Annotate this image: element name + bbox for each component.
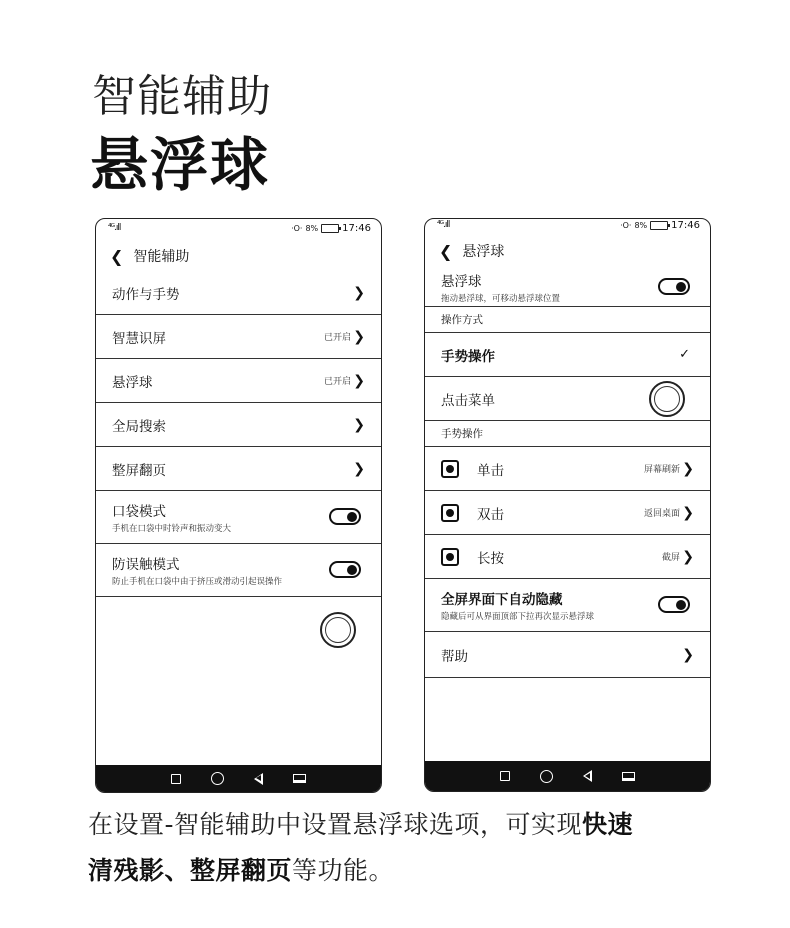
battery-icon (321, 224, 339, 233)
caption-highlight: 快速 (582, 810, 634, 839)
toggle-row-fullscreen-hide (425, 579, 710, 632)
gesture-label: 长按 (477, 550, 504, 567)
home-icon[interactable] (540, 770, 553, 783)
battery-icon (650, 221, 668, 230)
status-value: 已开启 (323, 333, 351, 343)
caption-text: 在设置-智能辅助中设置悬浮球选项，可实现 (88, 810, 583, 839)
list-item-motions[interactable] (96, 271, 381, 315)
phone-right-screen (424, 218, 711, 792)
chevron-right-icon: ❯ (682, 548, 694, 565)
radio-icon (441, 460, 459, 478)
fullscreen-hide-toggle[interactable] (658, 596, 690, 613)
section-header-gesture (425, 421, 710, 447)
status-value: 已开启 (323, 377, 351, 387)
keyboard-icon[interactable] (293, 774, 306, 783)
recent-apps-icon[interactable] (500, 771, 510, 781)
signal-icon: ⁴ᴳ.ıll (437, 220, 450, 230)
back-icon[interactable] (583, 770, 592, 782)
chevron-right-icon: ❯ (682, 504, 694, 521)
caption-line-2 (88, 848, 728, 894)
recent-apps-icon[interactable] (171, 774, 181, 784)
floating-ball-icon[interactable] (649, 381, 685, 417)
title-bar (96, 241, 381, 271)
list-item-floating-ball[interactable] (96, 359, 381, 403)
chevron-right-icon: ❯ (353, 284, 365, 301)
chevron-right-icon: ❯ (353, 328, 365, 345)
toggle-label: 全屏界面下自动隐藏 (441, 592, 563, 608)
option-label: 手势操作 (441, 348, 495, 365)
caption-highlight: 清残影、整屏翻页 (88, 856, 293, 885)
toggle-row-accidental-touch (96, 544, 381, 597)
signal-icon: ⁴ᴳ.ıll (108, 223, 121, 233)
toggle-label: 防误触模式 (112, 557, 180, 573)
title-bar (425, 235, 710, 267)
status-bar (96, 219, 381, 241)
gesture-value: 截屏 (661, 553, 680, 563)
floating-ball-icon[interactable] (320, 612, 356, 648)
option-gesture-operation[interactable] (425, 333, 710, 377)
toggle-label: 悬浮球 (441, 273, 482, 290)
toggle-description: 手机在口袋中时铃声和振动变大 (112, 524, 232, 534)
section-header-operation (425, 307, 710, 333)
gesture-label: 单击 (477, 462, 504, 479)
section-title: 手势操作 (441, 428, 483, 440)
caption-line-1 (88, 802, 728, 848)
status-time: 17:46 (342, 223, 371, 234)
gesture-row-double-tap[interactable] (425, 491, 710, 535)
gesture-label: 双击 (477, 506, 504, 523)
list-item-label: 悬浮球 (112, 374, 153, 391)
keyboard-icon[interactable] (622, 772, 635, 781)
radio-icon (441, 548, 459, 566)
nav-bar (425, 761, 710, 791)
nav-bar (96, 765, 381, 792)
list-item-label: 帮助 (441, 648, 468, 665)
header-subtitle: 智能辅助 (92, 71, 272, 122)
gesture-value: 屏幕刷新 (643, 465, 680, 475)
chevron-right-icon: ❯ (682, 646, 694, 663)
list-item-label: 整屏翻页 (112, 462, 166, 479)
list-item-global-search[interactable] (96, 403, 381, 447)
phone-left-screen (95, 218, 382, 793)
toggle-description: 隐藏后可从界面顶部下拉再次显示悬浮球 (441, 612, 595, 622)
radio-icon (441, 504, 459, 522)
network-icon: ·O· (620, 221, 632, 230)
checkmark-icon: ✓ (679, 347, 690, 362)
toggle-description: 防止手机在口袋中由于挤压或滑动引起误操作 (112, 577, 283, 587)
gesture-row-single-tap[interactable] (425, 447, 710, 491)
battery-percent: 8% (305, 224, 319, 233)
battery-percent: 8% (634, 221, 648, 230)
section-title: 操作方式 (441, 314, 483, 326)
toggle-label: 口袋模式 (112, 504, 166, 520)
toggle-row-floating-ball (425, 267, 710, 307)
network-icon: ·O· (291, 224, 303, 233)
list-item-page-flip[interactable] (96, 447, 381, 491)
toggle-description: 拖动悬浮球，可移动悬浮球位置 (441, 293, 561, 304)
home-icon[interactable] (211, 772, 224, 785)
toggle-row-pocket-mode (96, 491, 381, 544)
chevron-right-icon: ❯ (353, 416, 365, 433)
floating-ball-toggle[interactable] (658, 278, 690, 295)
gesture-value: 返回桌面 (643, 509, 680, 519)
list-item-help[interactable] (425, 632, 710, 678)
status-time: 17:46 (671, 220, 700, 231)
chevron-right-icon: ❯ (353, 372, 365, 389)
chevron-right-icon: ❯ (353, 460, 365, 477)
screen-title: 悬浮球 (462, 244, 505, 260)
screen-title: 智能辅助 (133, 249, 190, 265)
accidental-touch-toggle[interactable] (329, 561, 361, 578)
list-item-label: 智慧识屏 (112, 330, 166, 347)
pocket-mode-toggle[interactable] (329, 508, 361, 525)
chevron-right-icon: ❯ (682, 460, 694, 477)
status-bar (425, 219, 710, 235)
header-title: 悬浮球 (90, 131, 271, 199)
list-item-label: 全局搜索 (112, 418, 166, 435)
back-arrow-icon[interactable]: ❮ (439, 241, 453, 261)
back-arrow-icon[interactable]: ❮ (110, 246, 124, 266)
option-label: 点击菜单 (441, 392, 495, 409)
list-item-label: 动作与手势 (112, 286, 180, 303)
gesture-row-long-press[interactable] (425, 535, 710, 579)
list-item-smart-screen[interactable] (96, 315, 381, 359)
back-icon[interactable] (254, 773, 263, 785)
option-click-menu[interactable] (425, 377, 710, 421)
caption-text: 等功能。 (292, 856, 395, 885)
